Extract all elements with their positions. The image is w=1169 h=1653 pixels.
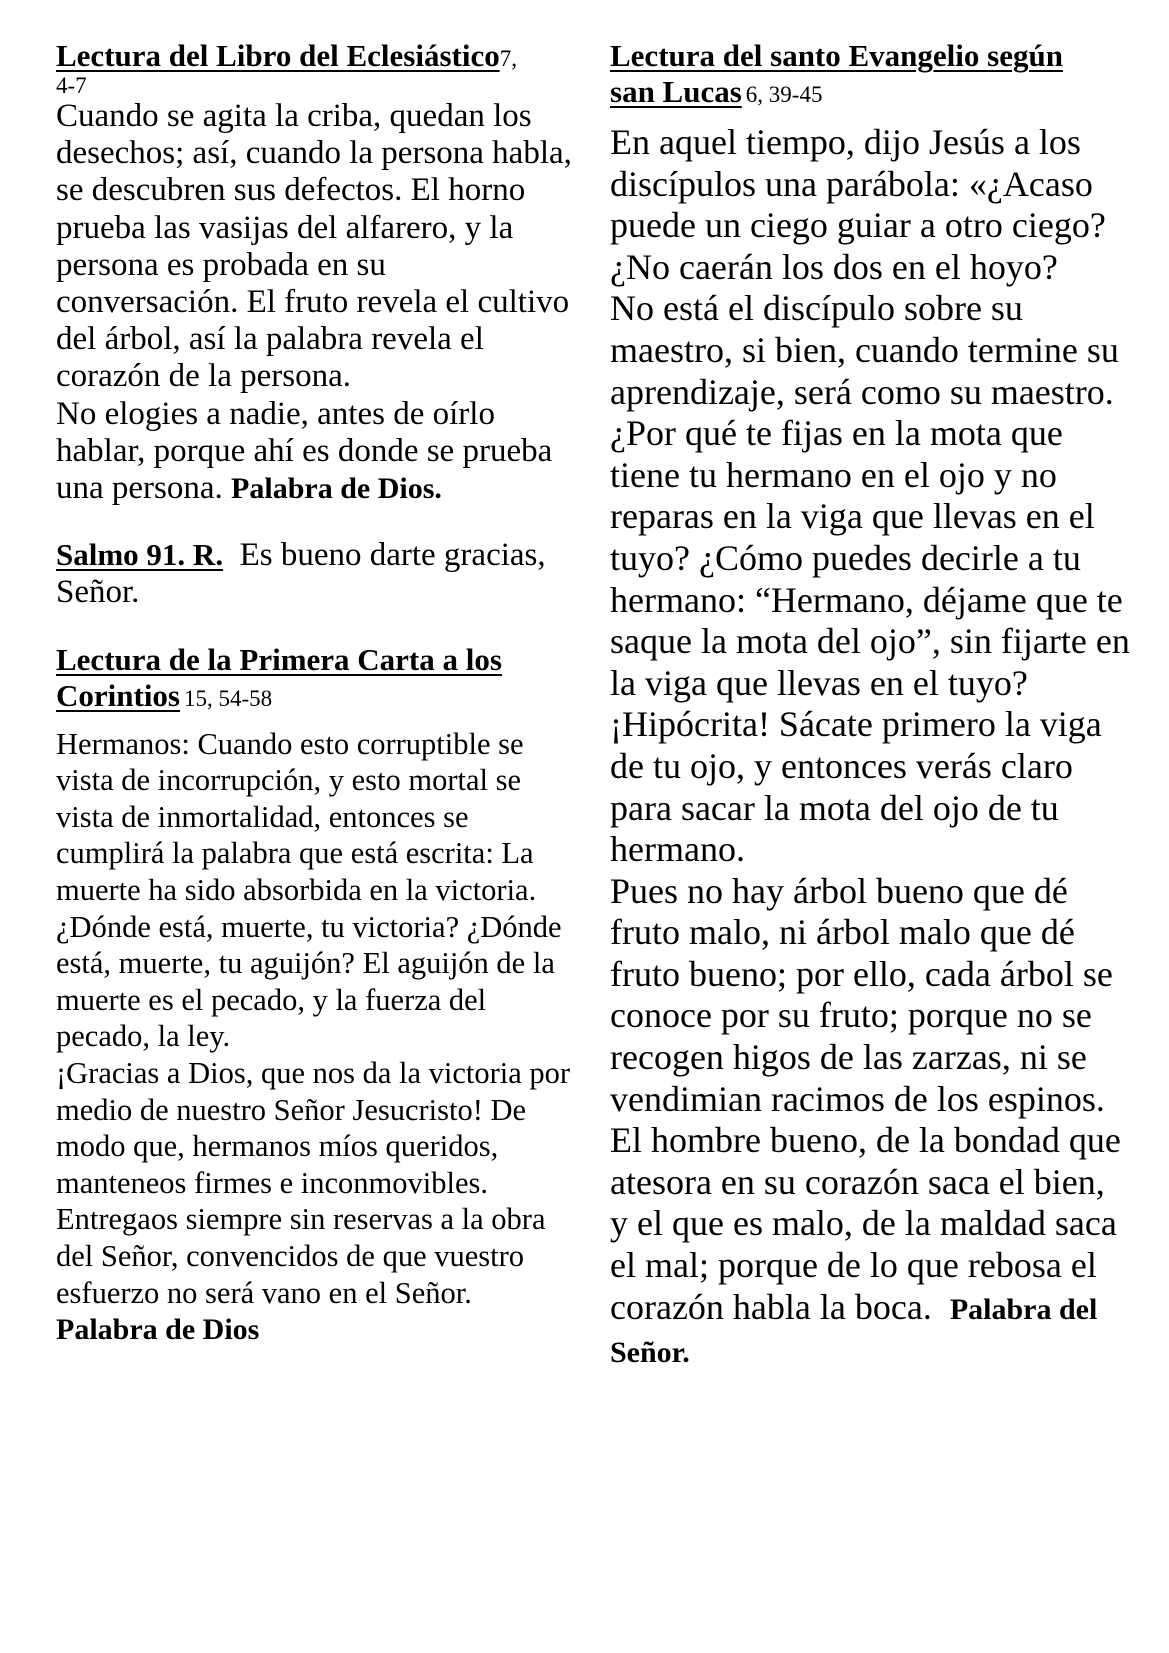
reading2-para2 bbox=[56, 1055, 576, 1349]
reading1-ref-b: 4-7 bbox=[56, 73, 87, 98]
gospel-para4: Pues no hay árbol bueno que dé fruto malo, ni árbol malo que dé fruto bueno; por ello, cada árbol se conoce por su fruto; porque no se recogen higos de las zarzas, ni se vendimian racimos de los espinos. bbox=[610, 870, 1113, 1119]
reading1-closing: Palabra de Dios. bbox=[231, 472, 442, 506]
reading1-title: Lectura del Libro del Eclesiástico bbox=[56, 38, 500, 73]
psalm-title: Salmo 91. R. bbox=[56, 537, 224, 573]
reading1-para2 bbox=[56, 396, 576, 508]
gospel-text bbox=[610, 122, 1130, 1374]
reading1-text bbox=[56, 98, 576, 507]
reading2-para1: Hermanos: Cuando esto corruptible se vista de incorrupción, y esto mortal se vista de inmortalidad, entonces se cumplirá la palabra que está escrita: La muerte ha sido absorbida en la victoria. ¿Dónde está, muerte, tu victoria? ¿Dónde está, muerte, tu aguijón? El aguijón de la muerte es el pecado, y la fuerza del pecado, la ley. bbox=[56, 726, 562, 1054]
right-column bbox=[610, 38, 1130, 1374]
gospel-heading bbox=[610, 38, 1130, 110]
gospel-para5-text: El hombre bueno, de la bondad que atesora en su corazón saca el bien, y el que es malo, de la maldad saca el mal; porque de lo que rebosa el corazón habla la boca. bbox=[610, 1120, 1121, 1327]
reading2-text bbox=[56, 726, 576, 1349]
reading1-para2-text: No elogies a nadie, antes de oírlo hablar, porque ahí es donde se prueba una persona. bbox=[56, 395, 553, 507]
psalm-block bbox=[56, 537, 576, 611]
gospel-para3: ¿Por qué te fijas en la mota que tiene tu hermano en el ojo y no reparas en la viga que llevas en el tuyo? ¿Cómo puedes decirle a tu hermano: “Hermano, déjame que te saque la mota del ojo”, sin fijarte en la viga que llevas en el tuyo? ¡Hipócrita! Sácate primero la viga de tu ojo, y entonces verás claro para sacar la mota del ojo de tu hermano. bbox=[610, 413, 1130, 870]
reading1-para1: Cuando se agita la criba, quedan los desechos; así, cuando la persona habla, se descubren sus defectos. El horno prueba las vasijas del alfarero, y la persona es probada en su conversación. El fruto revela el cultivo del árbol, así la palabra revela el corazón de la persona. bbox=[56, 98, 572, 395]
gospel-title-line1: Lectura del santo Evangelio según bbox=[610, 38, 1063, 73]
reading2-para2-text: ¡Gracias a Dios, que nos da la victoria por medio de nuestro Señor Jesucristo! De modo que, hermanos míos queridos, manteneos firmes e inconmovibles. Entregaos siempre sin reservas a la obra del Señor, convencidos de que vuestro esfuerzo no será vano en el Señor. bbox=[56, 1055, 571, 1310]
gospel-para2: No está el discípulo sobre su maestro, si bien, cuando termine su aprendizaje, será como su maestro. bbox=[610, 288, 1119, 412]
gospel-title-line2: san Lucas bbox=[610, 74, 742, 109]
reading1-ref-a: 7, bbox=[499, 46, 517, 71]
reading2-closing: Palabra de Dios bbox=[56, 1313, 260, 1347]
reading1-heading bbox=[56, 38, 576, 98]
psalm-response: Es bueno darte gracias, Señor. bbox=[56, 537, 546, 611]
left-column bbox=[56, 38, 576, 1349]
gospel-para1: En aquel tiempo, dijo Jesús a los discípulos una parábola: «¿Acaso puede un ciego guiar a otro ciego? ¿No caerán los dos en el hoyo? bbox=[610, 122, 1106, 287]
reading2-heading bbox=[56, 642, 576, 714]
reading2-title-line1: Lectura de la Primera Carta a los bbox=[56, 641, 502, 677]
reading2-ref: 15, 54-58 bbox=[184, 685, 273, 711]
gospel-para5 bbox=[610, 1120, 1130, 1374]
gospel-closing: Palabra del Señor. bbox=[610, 1292, 1098, 1370]
reading2-title-line2: Corintios bbox=[56, 677, 180, 713]
gospel-ref: 6, 39-45 bbox=[745, 82, 823, 107]
